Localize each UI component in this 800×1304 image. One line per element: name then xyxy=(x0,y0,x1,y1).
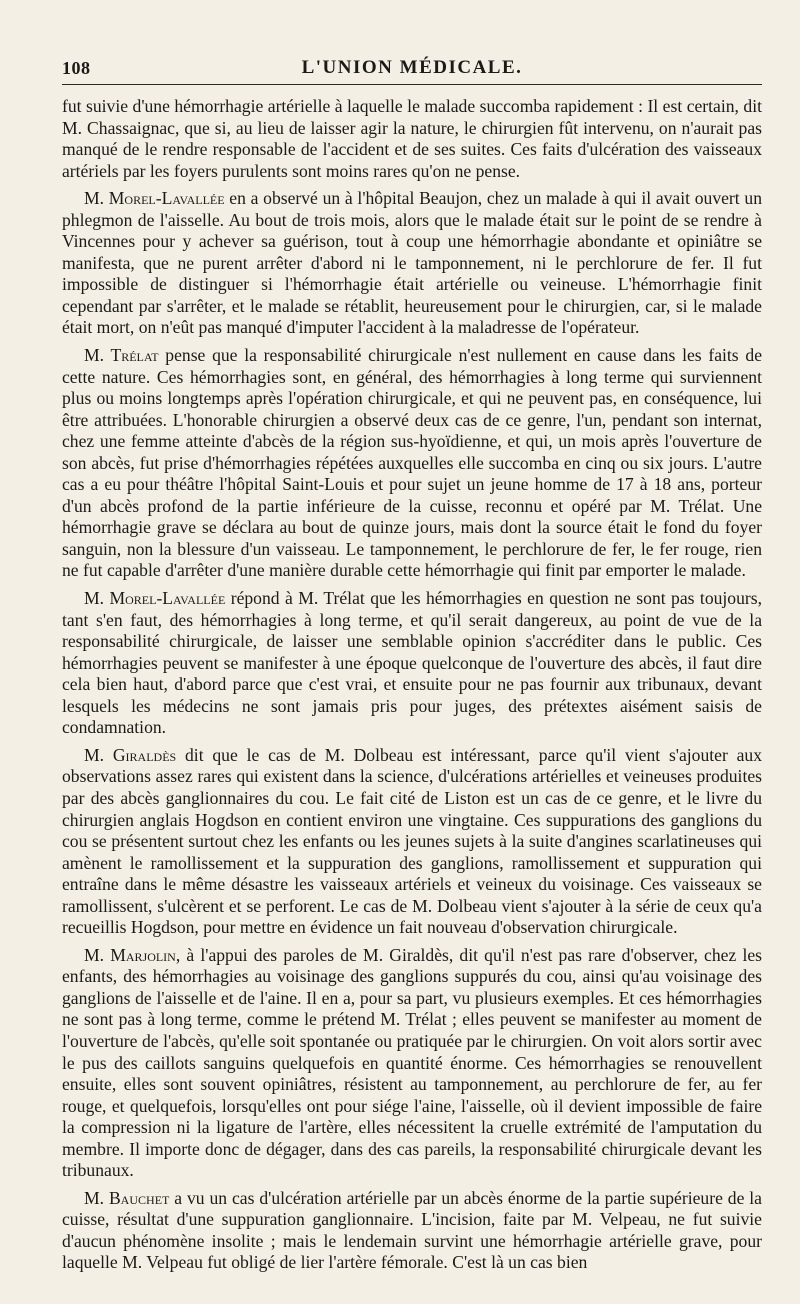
paragraph-text: a vu un cas d'ulcération artérielle par un abcès énorme de la partie supérieure de la cuisse, résultat d'une suppuration ganglionnaire. L'incision, faite par M. Velpeau, ne fut suivie d'aucun phénomène insolite ; mais le lendemain survint une hémorrhagie artérielle grave, pour laquelle M. Velpeau fut obligé de lier l'artère fémorale. C'est là un cas bien xyxy=(62,1187,762,1273)
paragraph-morel-lavallee-2 xyxy=(62,588,762,739)
journal-title: L'UNION MÉDICALE. xyxy=(301,57,523,78)
speaker-name: M. Trélat xyxy=(84,345,159,366)
paragraph-text: en a observé un à l'hôpital Beaujon, chez un malade à qui il avait ouvert un phlegmon de l'aisselle. Au bout de trois mois, alors que le malade était sur le point de se rendre à Vincennes pour y achever sa guérison, tout à coup une hémorrhagie abondante et opiniâtre se manifesta, que ne purent arrêter d'abord ni le tamponnement, ni le perchlorure de fer. Il fut impossible de distinguer si l'hémorrhagie était artérielle ou veineuse. L'hémorrhagie finit cependant par s'arrêter, et le malade se rétablit, heureusement pour le chirurgien, car, si le malade était mort, on n'eût pas manqué d'imputer l'accident à la maladresse de l'opérateur. xyxy=(62,188,762,338)
paragraph-text: pense que la responsabilité chirurgicale n'est nullement en cause dans les faits de cette nature. Ces hémorrhagies sont, en général, des hémorrhagies à long terme qui surviennent plus ou moins longtemps après l'opération chirurgicale, et qui ne peuvent pas, en conséquence, lui être attribuées. L'honorable chirurgien a observé deux cas de ce genre, l'un, pendant son internat, chez une femme atteinte d'abcès de la région sus-hyoïdienne, et qui, un mois après l'ouverture de son abcès, fut prise d'hémorrhagies répétées auxquelles elle succomba en cinq ou six jours. L'autre cas a eu pour théâtre l'hôpital Saint-Louis et pour sujet un jeune homme de 17 à 18 ans, porteur d'un abcès profond de la partie inférieure de la cuisse, reconnu et opéré par M. Trélat. Une hémorrhagie grave se déclara au bout de quinze jours, mais dont la source était le fond du foyer sanguin, non la blessure d'un vaisseau. Le tamponnement, le perchlorure de fer, le fer rouge, rien ne fut capable d'arrêter d'une manière durable cette hémorrhagie qui finit par emporter le malade. xyxy=(62,345,762,581)
paragraph-trelat xyxy=(62,345,762,582)
paragraph-marjolin xyxy=(62,945,762,1182)
speaker-name: M. Bauchet xyxy=(84,1187,170,1208)
paragraph-text: , à l'appui des paroles de M. Giraldès, dit qu'il n'est pas rare d'observer, chez les enfants, des hémorrhagies au voisinage des ganglions suppurés du cou, ainsi qu'au voisinage des ganglions de l'aisselle et de l'aine. Il en a, pour sa part, vu plusieurs exemples. Et ces hémorrhagies ne sont pas à long terme, comme le prétend M. Trélat ; elles peuvent se manifester au moment de l'ouverture de l'abcès, qu'elle soit spontanée ou pratiquée par le chirurgien. On voit alors sortir avec le pus des caillots sanguins quelquefois en quantité énorme. Ces hémorrhagies se renouvellent ensuite, elles sont souvent opiniâtres, résistent au tamponnement, au perchlorure de fer, au fer rouge, et quelquefois, lorsqu'elles ont pour siége l'aine, l'aisselle, où il devient impossible de faire la compression ni la ligature de l'artère, elles nécessitent la cruelle extrémité de l'amputation du membre. Il importe donc de dégager, dans des cas pareils, la responsabilité chirurgicale devant les tribunaux. xyxy=(62,944,762,1181)
paragraph-text: répond à M. Trélat que les hémorrhagies en question ne sont pas toujours, tant s'en faut, des hémorrhagies à long terme, et qu'il serait dangereux, au point de vue de la responsabilité chirurgicale, de laisser une semblable opinion s'accréditer dans le public. Ces hémorrhagies peuvent se manifester à une époque quelconque de l'ouverture des abcès, il faut dire cela bien haut, d'abord parce que c'est vrai, et ensuite pour ne pas fournir aux tribunaux, devant lesquels les médecins ne sont jamais pris pour juges, des prétextes aisément saisis de condamnation. xyxy=(62,588,763,738)
paragraph-giraldes xyxy=(62,745,762,939)
paragraph-text: fut suivie d'une hémorrhagie artérielle à laquelle le malade succomba rapidement : Il est certain, dit M. Chassaignac, que si, au lieu de laisser agir la nature, le chirurgien fût intervenu, on n'aurait pas manqué de le rendre responsable de l'accident et de ses suites. Ces faits d'ulcération des vaisseaux artériels par les foyers purulents sont moins rares qu'on ne pense. xyxy=(62,96,762,181)
paragraph-bauchet xyxy=(62,1188,762,1274)
paragraph-morel-lavallee-1 xyxy=(62,188,762,339)
speaker-name: M. Morel-Lavallée xyxy=(84,588,226,609)
header-rule xyxy=(62,84,762,85)
speaker-name: M. Marjolin xyxy=(84,944,176,965)
paragraph-text: dit que le cas de M. Dolbeau est intéressant, parce qu'il vient s'ajouter aux observations assez rares qui existent dans la science, d'ulcérations artérielles et veineuses produites par des abcès ganglionnaires du cou. Le fait cité de Liston est un cas de ce genre, et le livre du chirurgien anglais Hogdson en contient environ une vingtaine. Ces suppurations des ganglions du cou se présentent surtout chez les enfants ou les jeunes sujets à la suite d'angines scarlatineuses qui amènent le ramollissement et la suppuration des ganglions, ramollissement et suppuration qui entraîne dans le même désastre les vaisseaux artériels et veineux du voisinage. Ces vaisseaux se ramollissent, s'ulcèrent et se perforent. Le cas de M. Dolbeau vient s'ajouter à la série de ceux qu'a recueillis Hogdson, pour mettre en évidence un fait nouveau d'observation chirurgicale. xyxy=(62,744,763,938)
page-number: 108 xyxy=(62,58,91,78)
running-header xyxy=(62,0,762,82)
speaker-name: M. Morel-Lavallée xyxy=(84,188,225,209)
article-body xyxy=(62,82,762,1274)
speaker-name: M. Giraldès xyxy=(84,744,177,765)
paragraph-continuation xyxy=(62,96,762,182)
